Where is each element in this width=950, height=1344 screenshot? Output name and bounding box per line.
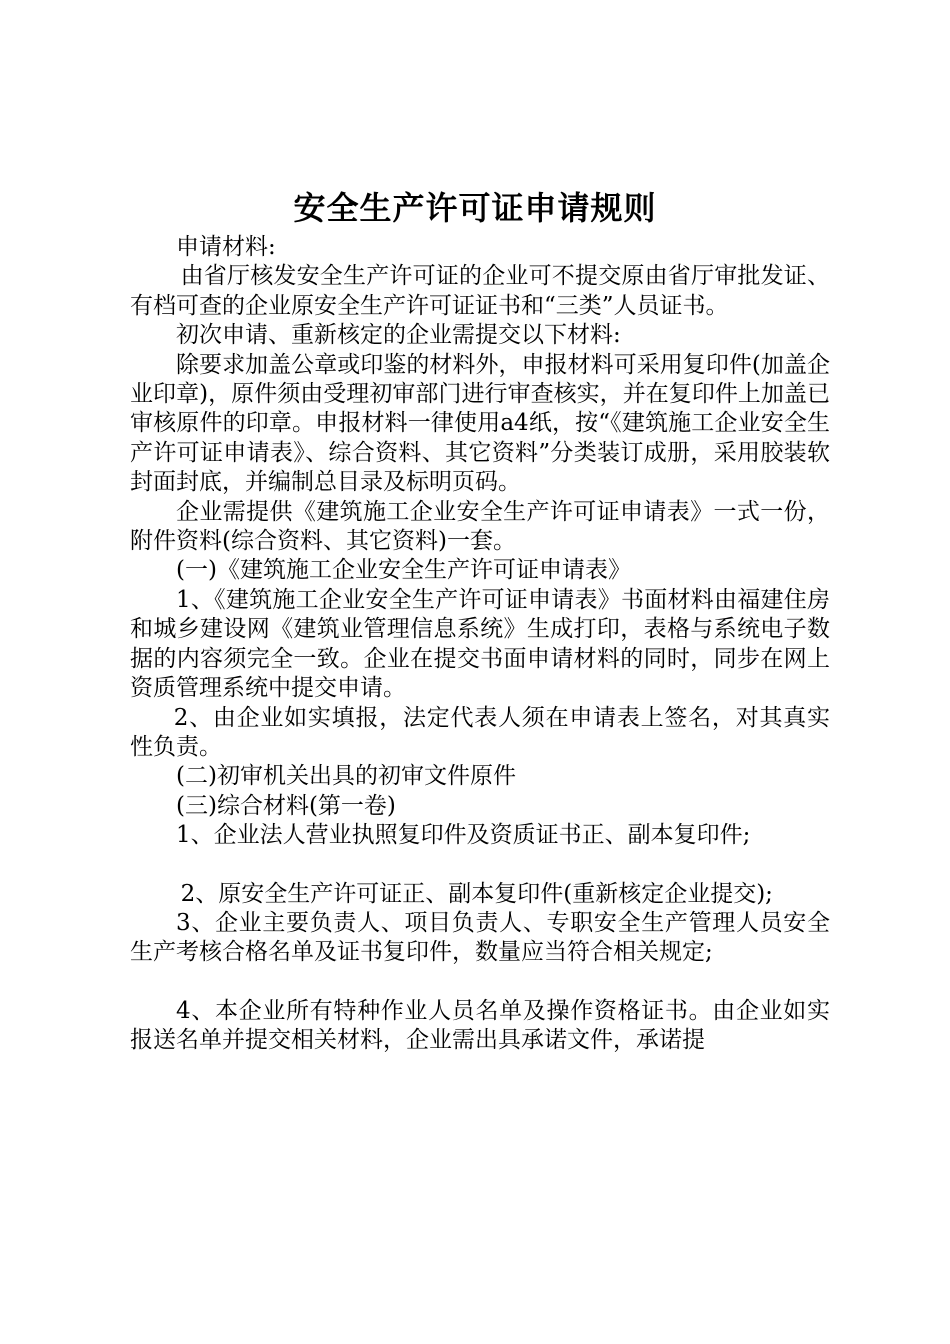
paragraph-item-3-2: 2、原安全生产许可证正、副本复印件(重新核定企业提交);: [180, 880, 773, 907]
section-heading-3: (三)综合材料(第一卷): [176, 792, 396, 819]
paragraph-item-1-2: 2、由企业如实填报，法定代表人须在申请表上签名，对其真实性负责。: [130, 704, 830, 760]
paragraph-materials-heading: 申请材料:: [176, 234, 276, 260]
section-heading-2: (二)初审机关出具的初审文件原件: [176, 763, 516, 790]
paragraph-item-3-3: 3、企业主要负责人、项目负责人、专职安全生产管理人员安全生产考核合格名单及证书复印件，数量应当符合相关规定;: [130, 909, 830, 966]
paragraph-item-3-4: 4、本企业所有特种作业人员名单及操作资格证书。由企业如实报送名单并提交相关材料，企业需出具承诺文件，承诺提: [130, 997, 830, 1054]
document-body: [130, 233, 830, 1056]
paragraph-application-form: 企业需提供《建筑施工企业安全生产许可证申请表》一式一份，附件资料(综合资料、其它资料)一套。: [130, 498, 830, 555]
paragraph-item-3-1: 1、企业法人营业执照复印件及资质证书正、副本复印件;: [176, 822, 751, 849]
paragraph-provincial-note: 由省厅核发安全生产许可证的企业可不提交原由省厅审批发证、有档可查的企业原安全生产许可证证书和“三类”人员证书。: [130, 263, 830, 319]
paragraph-copy-requirements: 除要求加盖公章或印鉴的材料外，申报材料可采用复印件(加盖企业印章)，原件须由受理初审部门进行审查核实，并在复印件上加盖已审核原件的印章。申报材料一律使用a4纸，按“《建筑施工企业安全生产许可证申请表》、综合资料、其它资料”分类装订成册，采用胶装软封面封底，并编制总目录及标明页码。: [130, 351, 830, 496]
section-heading-1: (一)《建筑施工企业安全生产许可证申请表》: [176, 557, 631, 584]
paragraph-item-1-1: 1、《建筑施工企业安全生产许可证申请表》书面材料由福建住房和城乡建设网《建筑业管理信息系统》生成打印，表格与系统电子数据的内容须完全一致。企业在提交书面申请材料的同时，同步在网上资质管理系统中提交申请。: [130, 586, 830, 702]
paragraph-initial-application: 初次申请、重新核定的企业需提交以下材料:: [176, 322, 621, 349]
document-title: 安全生产许可证申请规则: [293, 189, 657, 227]
